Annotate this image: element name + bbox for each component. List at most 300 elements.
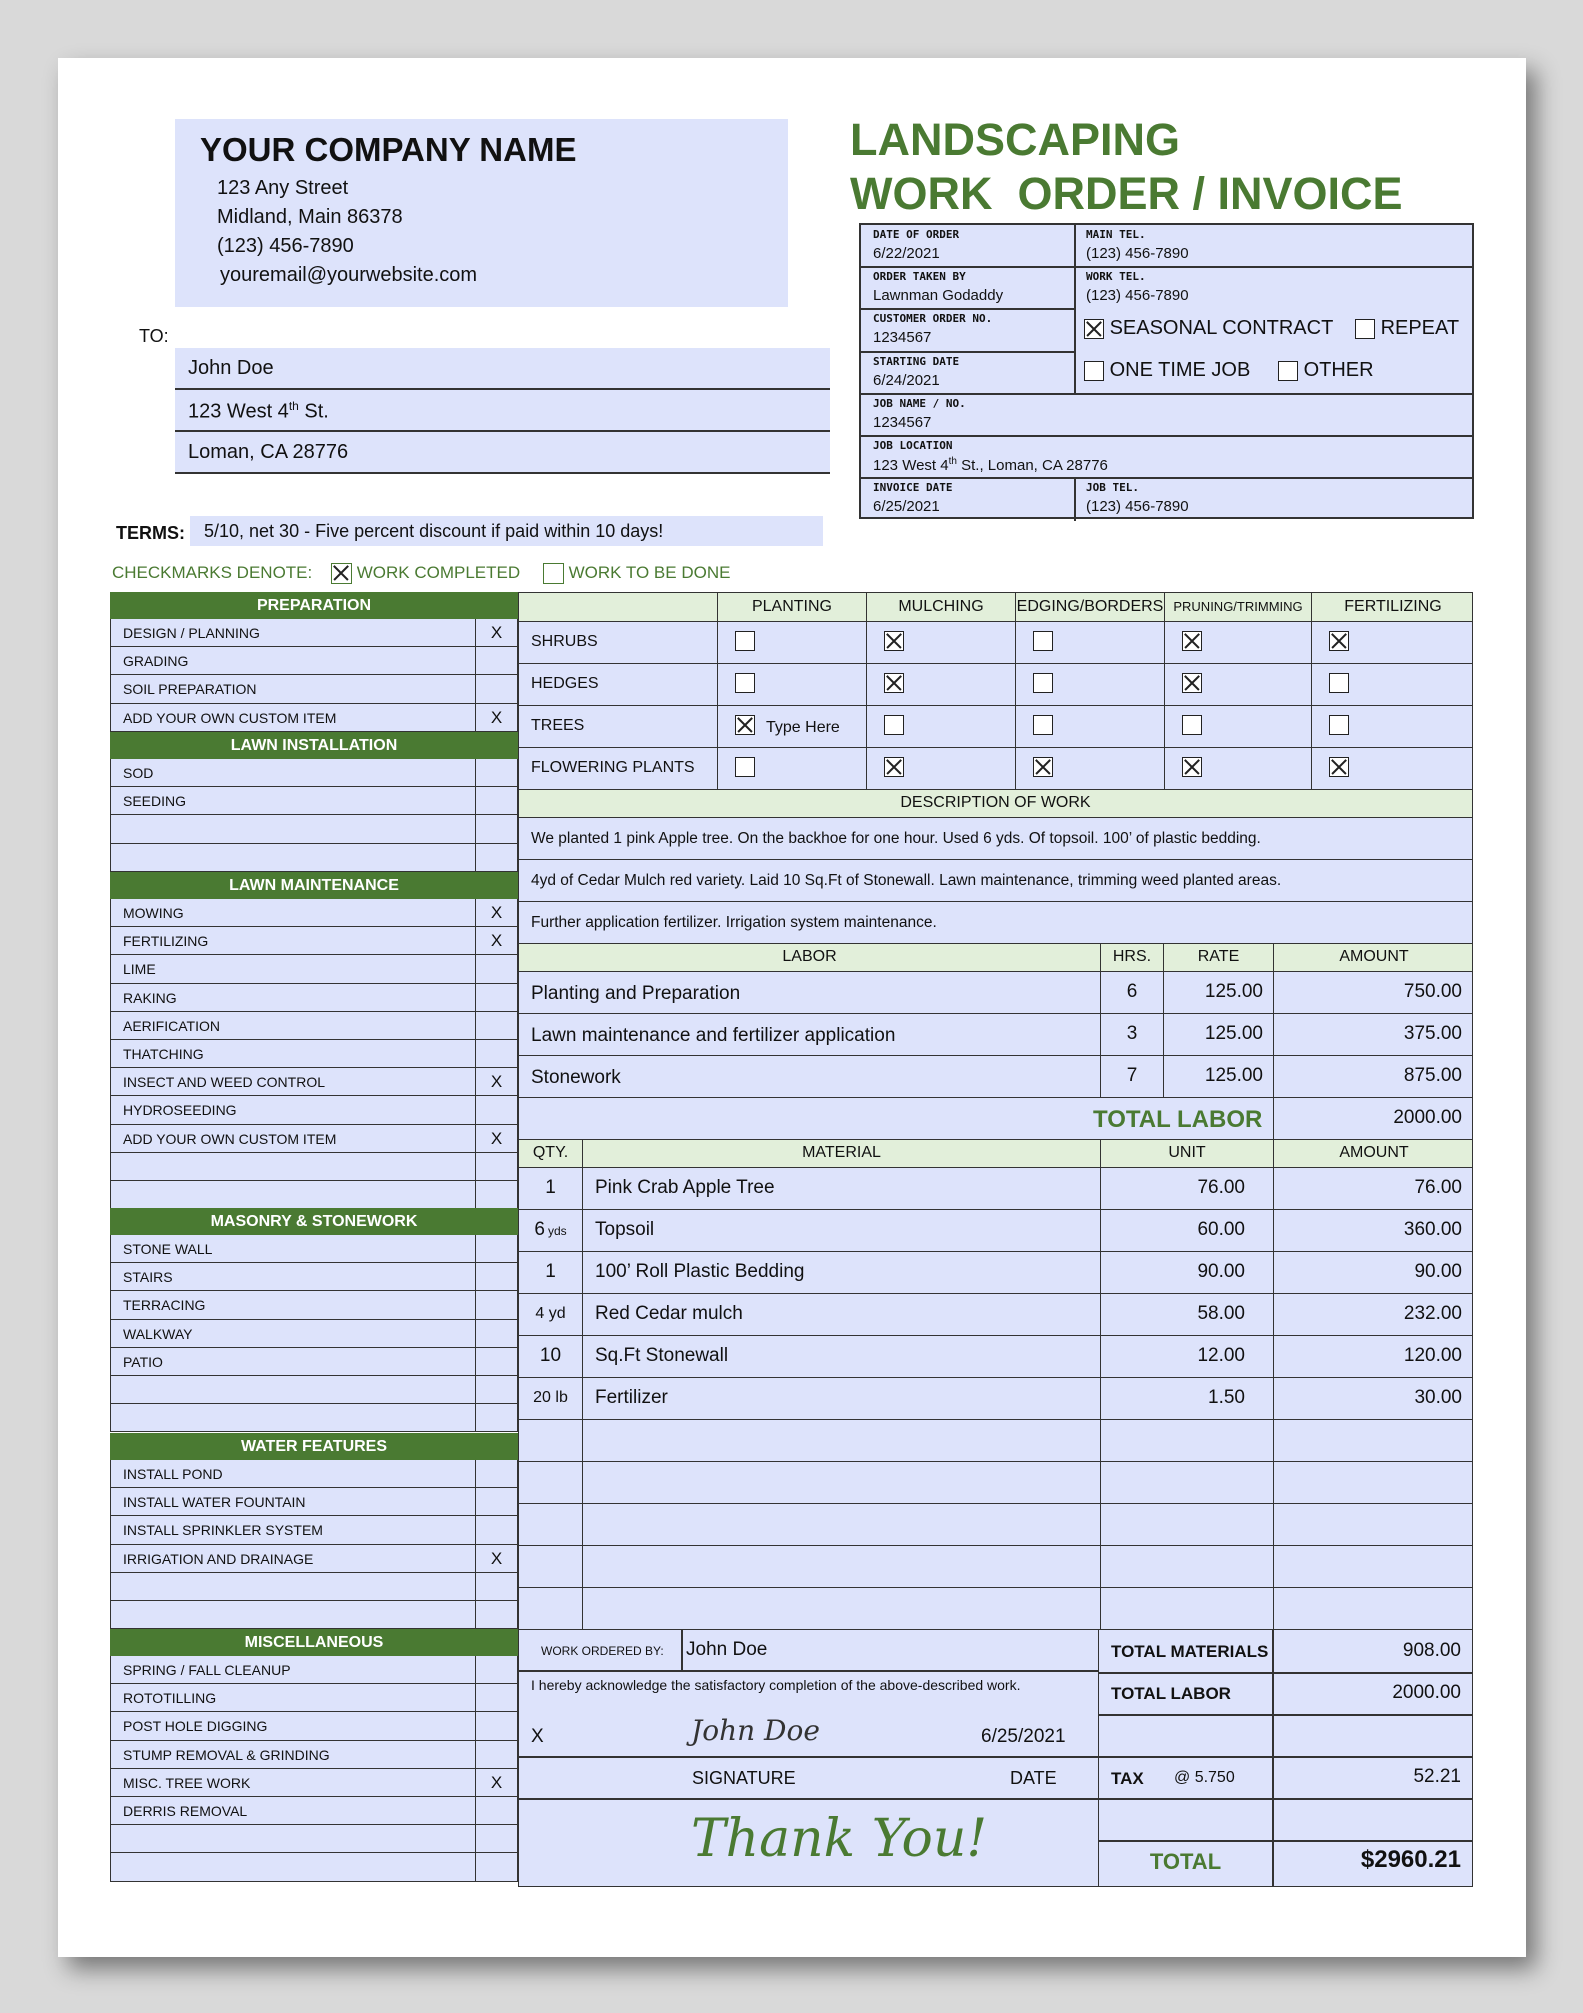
labor-row[interactable] xyxy=(518,1056,1473,1098)
material-amount: 232.00 xyxy=(1273,1294,1474,1335)
job-location-label: JOB LOCATION xyxy=(873,439,953,452)
task-row[interactable] xyxy=(110,1712,518,1740)
task-row[interactable] xyxy=(110,899,518,927)
task-mark[interactable]: X xyxy=(475,704,517,731)
plant-check-cell[interactable] xyxy=(1015,748,1164,789)
task-row[interactable] xyxy=(110,1460,518,1488)
other-label: OTHER xyxy=(1303,359,1374,381)
job-name-label: JOB NAME / NO. xyxy=(873,397,966,410)
ordered-by-label: WORK ORDERED BY: xyxy=(541,1644,664,1658)
task-mark[interactable]: X xyxy=(475,1068,517,1095)
task-mark[interactable]: X xyxy=(475,1125,517,1152)
section-header: MISCELLANEOUS xyxy=(110,1629,518,1656)
material-unit-price: 1.50 xyxy=(1100,1378,1273,1419)
material-qty-cell xyxy=(519,1378,582,1419)
plant-name: SHRUBS xyxy=(531,633,598,650)
task-label: STAIRS xyxy=(123,1269,173,1286)
job-name[interactable]: 1234567 xyxy=(873,414,932,431)
material-row[interactable] xyxy=(518,1336,1473,1378)
materials-col-header: QTY. xyxy=(532,1144,569,1161)
plant-check-cell[interactable] xyxy=(866,748,1015,789)
material-row[interactable] xyxy=(518,1420,1473,1462)
task-mark[interactable] xyxy=(475,984,517,1011)
checked-box-icon[interactable] xyxy=(1182,631,1202,651)
task-mark[interactable] xyxy=(475,787,517,814)
task-mark[interactable] xyxy=(475,1012,517,1039)
to-street: 123 West 4th St. xyxy=(188,399,329,423)
material-row[interactable] xyxy=(518,1210,1473,1252)
checked-box-icon[interactable] xyxy=(1033,757,1053,777)
legend-label: CHECKMARKS DENOTE: xyxy=(112,563,313,582)
task-mark[interactable] xyxy=(475,1096,517,1123)
description-line[interactable] xyxy=(518,902,1473,944)
material-qty-cell xyxy=(519,1462,582,1503)
description-line[interactable] xyxy=(518,860,1473,902)
task-row[interactable] xyxy=(110,1825,518,1853)
labor-hrs: 3 xyxy=(1100,1014,1163,1055)
start-date-label: STARTING DATE xyxy=(873,355,960,368)
order-date[interactable]: 6/22/2021 xyxy=(873,245,940,262)
terms-field[interactable] xyxy=(190,516,823,546)
repeat-option[interactable] xyxy=(1355,317,1459,340)
plant-note[interactable]: Type Here xyxy=(766,719,840,736)
task-row[interactable] xyxy=(110,1656,518,1684)
material-unit-price xyxy=(1100,1546,1273,1587)
order-info-box xyxy=(859,223,1474,519)
task-row[interactable] xyxy=(110,1263,518,1291)
material-unit-price xyxy=(1100,1504,1273,1545)
task-mark[interactable] xyxy=(475,1825,517,1852)
checked-box-icon[interactable] xyxy=(735,715,755,735)
task-row[interactable] xyxy=(110,1516,518,1544)
task-label: DERRIS REMOVAL xyxy=(123,1803,248,1819)
task-row[interactable] xyxy=(110,759,518,787)
empty-box-icon[interactable] xyxy=(735,757,755,777)
task-label: SPRING / FALL CLEANUP xyxy=(123,1662,291,1678)
grand-total-label: TOTAL xyxy=(1149,1849,1222,1874)
to-street-field[interactable] xyxy=(175,390,830,432)
plant-check-cell[interactable] xyxy=(1164,664,1311,705)
labor-rate: 125.00 xyxy=(1163,1056,1273,1097)
material-row[interactable] xyxy=(518,1252,1473,1294)
job-location[interactable]: 123 West 4th St., Loman, CA 28776 xyxy=(873,456,1108,474)
material-row[interactable] xyxy=(518,1462,1473,1504)
plant-col-header: FERTILIZING xyxy=(1311,593,1474,621)
company-block xyxy=(175,119,788,307)
description-line[interactable] xyxy=(518,818,1473,860)
job-tel-label: JOB TEL. xyxy=(1086,481,1139,494)
task-mark[interactable]: X xyxy=(475,899,517,926)
labor-amount: 375.00 xyxy=(1273,1014,1474,1055)
task-mark[interactable] xyxy=(475,1684,517,1711)
plant-check-cell[interactable] xyxy=(1311,622,1474,663)
material-qty: 4 yd xyxy=(535,1305,566,1322)
description-header: DESCRIPTION OF WORK xyxy=(518,790,1473,818)
task-mark[interactable] xyxy=(475,955,517,982)
seasonal-option[interactable] xyxy=(1084,317,1333,340)
material-desc: Red Cedar mulch xyxy=(582,1294,1100,1335)
task-row[interactable] xyxy=(110,844,518,872)
plant-col-header: EDGING/BORDERS xyxy=(1015,593,1164,621)
company-street: 123 Any Street xyxy=(217,177,349,199)
task-mark[interactable] xyxy=(475,1376,517,1403)
labor-header xyxy=(518,944,1473,972)
task-row[interactable] xyxy=(110,955,518,983)
plant-check-cell[interactable] xyxy=(1311,664,1474,705)
empty-box-icon[interactable] xyxy=(1033,715,1053,735)
invoice-page xyxy=(58,58,1526,1957)
empty-box-icon[interactable] xyxy=(1329,673,1349,693)
material-row[interactable] xyxy=(518,1378,1473,1420)
checked-box-icon[interactable] xyxy=(884,631,904,651)
material-unit-price: 58.00 xyxy=(1100,1294,1273,1335)
task-mark[interactable] xyxy=(475,844,517,871)
task-row[interactable] xyxy=(110,1545,518,1573)
task-row[interactable] xyxy=(110,1068,518,1096)
task-row[interactable] xyxy=(110,1404,518,1432)
signature-value[interactable]: John Doe xyxy=(691,1714,820,1747)
task-row[interactable] xyxy=(110,704,518,732)
plant-check-cell[interactable] xyxy=(866,664,1015,705)
task-mark[interactable] xyxy=(475,1741,517,1768)
material-row[interactable] xyxy=(518,1294,1473,1336)
empty-box-icon xyxy=(543,563,564,584)
task-mark[interactable] xyxy=(475,1853,517,1880)
signature-label: SIGNATURE xyxy=(692,1768,796,1788)
material-unit-price xyxy=(1100,1462,1273,1503)
plant-row xyxy=(518,706,1473,748)
material-unit-price: 76.00 xyxy=(1100,1168,1273,1209)
checked-box-icon[interactable] xyxy=(884,757,904,777)
company-city: Midland, Main 86378 xyxy=(217,206,403,228)
checked-box-icon xyxy=(331,563,352,584)
labor-desc: Lawn maintenance and fertilizer application xyxy=(531,1025,896,1046)
material-unit-price: 12.00 xyxy=(1100,1336,1273,1377)
doc-title-line1: LANDSCAPING xyxy=(850,114,1181,165)
labor-desc: Stonework xyxy=(531,1067,621,1088)
empty-box-icon[interactable] xyxy=(1033,673,1053,693)
task-label: MISC. TREE WORK xyxy=(123,1774,251,1791)
taken-by-label: ORDER TAKEN BY xyxy=(873,270,966,283)
material-unit-price xyxy=(1100,1588,1273,1629)
task-row[interactable] xyxy=(110,1235,518,1263)
plant-check-cell[interactable] xyxy=(717,664,866,705)
task-row[interactable] xyxy=(110,1573,518,1601)
material-qty-unit: yds xyxy=(547,1224,567,1238)
start-date[interactable]: 6/24/2021 xyxy=(873,372,940,389)
material-qty-cell xyxy=(519,1168,582,1209)
task-mark[interactable] xyxy=(475,759,517,786)
task-row[interactable] xyxy=(110,1040,518,1068)
totals-labor-label: TOTAL LABOR xyxy=(1111,1684,1231,1703)
plant-check-cell[interactable] xyxy=(1164,706,1311,747)
material-desc: Pink Crab Apple Tree xyxy=(582,1168,1100,1209)
plant-check-cell[interactable] xyxy=(1015,664,1164,705)
task-mark[interactable] xyxy=(475,1488,517,1515)
task-row[interactable] xyxy=(110,1769,518,1797)
task-label: SOIL PREPARATION xyxy=(123,681,257,698)
task-mark[interactable]: X xyxy=(475,927,517,954)
plant-check-cell[interactable] xyxy=(717,706,866,747)
plant-col-header: PLANTING xyxy=(717,593,866,621)
empty-box-icon[interactable] xyxy=(1033,631,1053,651)
empty-box-icon xyxy=(1084,361,1104,381)
task-mark[interactable] xyxy=(475,1348,517,1375)
plant-check-cell[interactable] xyxy=(1164,748,1311,789)
task-row[interactable] xyxy=(110,1291,518,1319)
seasonal-label: SEASONAL CONTRACT xyxy=(1109,317,1334,339)
materials-header xyxy=(518,1140,1473,1168)
task-mark[interactable] xyxy=(475,1712,517,1739)
plant-check-cell[interactable] xyxy=(866,622,1015,663)
labor-row[interactable] xyxy=(518,1014,1473,1056)
task-mark[interactable] xyxy=(475,1460,517,1487)
material-desc xyxy=(582,1588,1100,1629)
empty-box-icon[interactable] xyxy=(735,631,755,651)
to-label: TO: xyxy=(139,326,169,346)
to-name-field[interactable] xyxy=(175,348,830,390)
plant-check-cell[interactable] xyxy=(1015,706,1164,747)
task-label: INSTALL SPRINKLER SYSTEM xyxy=(123,1522,323,1539)
task-label: PATIO xyxy=(123,1353,163,1370)
checked-box-icon[interactable] xyxy=(1329,757,1349,777)
checkmark-legend xyxy=(112,563,730,584)
terms-label: TERMS: xyxy=(116,523,185,543)
labor-col-header: HRS. xyxy=(1100,944,1163,971)
task-mark[interactable]: X xyxy=(475,619,517,646)
to-city: Loman, CA 28776 xyxy=(188,441,349,463)
material-amount xyxy=(1273,1588,1474,1629)
task-row[interactable] xyxy=(110,1348,518,1376)
empty-box-icon[interactable] xyxy=(735,673,755,693)
total-labor-label: TOTAL LABOR xyxy=(1093,1106,1263,1133)
task-label: STONE WALL xyxy=(123,1241,213,1257)
checked-box-icon xyxy=(1084,319,1104,339)
task-mark[interactable] xyxy=(475,1235,517,1262)
empty-box-icon[interactable] xyxy=(1329,715,1349,735)
labor-row[interactable] xyxy=(518,972,1473,1014)
signature-block xyxy=(518,1630,1099,1887)
plant-check-cell[interactable] xyxy=(1311,706,1474,747)
material-row[interactable] xyxy=(518,1546,1473,1588)
task-mark[interactable] xyxy=(475,1320,517,1347)
material-amount: 76.00 xyxy=(1273,1168,1474,1209)
customer-order[interactable]: 1234567 xyxy=(873,329,932,346)
material-desc: Sq.Ft Stonewall xyxy=(582,1336,1100,1377)
empty-box-icon[interactable] xyxy=(884,715,904,735)
material-desc xyxy=(582,1546,1100,1587)
material-desc xyxy=(582,1462,1100,1503)
material-amount xyxy=(1273,1462,1474,1503)
material-row[interactable] xyxy=(518,1588,1473,1630)
total-materials-value: 908.00 xyxy=(1402,1640,1461,1661)
task-mark[interactable] xyxy=(475,675,517,702)
task-row[interactable] xyxy=(110,619,518,647)
empty-box-icon xyxy=(1278,361,1298,381)
plant-row xyxy=(518,664,1473,706)
labor-amount: 875.00 xyxy=(1273,1056,1474,1097)
tax-label: TAX xyxy=(1111,1769,1144,1788)
task-mark[interactable] xyxy=(475,1263,517,1290)
material-desc: 100’ Roll Plastic Bedding xyxy=(582,1252,1100,1293)
material-qty-cell xyxy=(519,1504,582,1545)
task-mark[interactable] xyxy=(475,1601,517,1628)
material-amount: 360.00 xyxy=(1273,1210,1474,1251)
plant-name: HEDGES xyxy=(531,675,599,692)
materials-col-header: AMOUNT xyxy=(1273,1140,1474,1167)
customer-order-label: CUSTOMER ORDER NO. xyxy=(873,312,993,325)
task-mark[interactable] xyxy=(475,1040,517,1067)
task-label: INSTALL POND xyxy=(123,1466,223,1482)
checked-box-icon[interactable] xyxy=(1182,757,1202,777)
task-label: IRRIGATION AND DRAINAGE xyxy=(123,1550,314,1567)
terms-value: 5/10, net 30 - Five percent discount if paid within 10 days! xyxy=(204,521,664,541)
description-text: 4yd of Cedar Mulch red variety. Laid 10 Sq.Ft of Stonewall. Lawn maintenance, trimming weed planted areas. xyxy=(531,872,1282,889)
task-label: LIME xyxy=(123,961,156,978)
work-tel[interactable]: (123) 456-7890 xyxy=(1086,287,1189,304)
material-unit-price: 90.00 xyxy=(1100,1252,1273,1293)
signature-date[interactable]: 6/25/2021 xyxy=(981,1726,1066,1747)
task-row[interactable] xyxy=(110,647,518,675)
checked-box-icon[interactable] xyxy=(1329,631,1349,651)
task-mark[interactable] xyxy=(475,1404,517,1431)
task-row[interactable] xyxy=(110,675,518,703)
section-header: PREPARATION xyxy=(110,592,518,619)
task-mark[interactable] xyxy=(475,1573,517,1600)
checked-box-icon[interactable] xyxy=(1182,673,1202,693)
ordered-by-value[interactable]: John Doe xyxy=(686,1639,768,1660)
task-row[interactable] xyxy=(110,1376,518,1404)
section-header: LAWN INSTALLATION xyxy=(110,732,518,759)
one-time-option[interactable] xyxy=(1084,359,1250,382)
labor-col-header: RATE xyxy=(1163,944,1273,971)
task-row[interactable] xyxy=(110,1125,518,1153)
material-unit-price: 60.00 xyxy=(1100,1210,1273,1251)
labor-desc: Planting and Preparation xyxy=(531,983,741,1004)
task-mark[interactable] xyxy=(475,1797,517,1824)
labor-rate: 125.00 xyxy=(1163,1014,1273,1055)
task-row[interactable] xyxy=(110,1797,518,1825)
empty-box-icon xyxy=(1355,319,1375,339)
task-mark[interactable] xyxy=(475,1656,517,1683)
empty-box-icon[interactable] xyxy=(1182,715,1202,735)
tax-rate[interactable]: @ 5.750 xyxy=(1174,1769,1235,1786)
total-labor-row xyxy=(518,1098,1473,1140)
task-row[interactable] xyxy=(110,787,518,815)
material-desc: Fertilizer xyxy=(582,1378,1100,1419)
plant-check-cell[interactable] xyxy=(717,622,866,663)
checked-box-icon[interactable] xyxy=(884,673,904,693)
task-label: SEEDING xyxy=(123,793,187,810)
task-row[interactable] xyxy=(110,1853,518,1881)
task-mark[interactable]: X xyxy=(475,1769,517,1796)
task-row[interactable] xyxy=(110,1181,518,1209)
material-row[interactable] xyxy=(518,1504,1473,1546)
plant-row xyxy=(518,622,1473,664)
tax-value: 52.21 xyxy=(1413,1766,1461,1787)
material-row[interactable] xyxy=(518,1168,1473,1210)
task-row[interactable] xyxy=(110,1012,518,1040)
task-mark[interactable]: X xyxy=(475,1545,517,1572)
plant-check-cell[interactable] xyxy=(1164,622,1311,663)
material-amount xyxy=(1273,1546,1474,1587)
task-row[interactable] xyxy=(110,927,518,955)
section-header: WATER FEATURES xyxy=(110,1433,518,1460)
task-row[interactable] xyxy=(110,1320,518,1348)
invoice-date-label: INVOICE DATE xyxy=(873,481,953,494)
materials-col-header: MATERIAL xyxy=(582,1140,1100,1167)
task-mark[interactable] xyxy=(475,647,517,674)
plant-check-cell[interactable] xyxy=(1015,622,1164,663)
task-label: FERTILIZING xyxy=(123,933,209,950)
labor-hrs: 6 xyxy=(1100,972,1163,1013)
task-label: THATCHING xyxy=(123,1046,204,1062)
to-city-field[interactable] xyxy=(175,432,830,474)
main-tel[interactable]: (123) 456-7890 xyxy=(1086,245,1189,262)
task-mark[interactable] xyxy=(475,1516,517,1543)
order-date-label: DATE OF ORDER xyxy=(873,228,960,241)
task-label: MOWING xyxy=(123,905,184,921)
work-grid xyxy=(518,592,1473,1892)
plant-name: FLOWERING PLANTS xyxy=(531,759,695,776)
material-qty: 10 xyxy=(539,1345,562,1366)
task-mark[interactable] xyxy=(475,1181,517,1208)
task-label: GRADING xyxy=(123,653,189,670)
task-label: ADD YOUR OWN CUSTOM ITEM xyxy=(123,1130,337,1147)
work-tel-label: WORK TEL. xyxy=(1086,270,1146,283)
task-row[interactable] xyxy=(110,984,518,1012)
plant-col-header: PRUNING/TRIMMING xyxy=(1164,593,1311,621)
task-mark[interactable] xyxy=(475,1291,517,1318)
to-name: John Doe xyxy=(188,357,274,379)
material-qty-cell xyxy=(519,1252,582,1293)
task-row[interactable] xyxy=(110,815,518,843)
job-tel[interactable]: (123) 456-7890 xyxy=(1086,498,1189,515)
task-row[interactable] xyxy=(110,1684,518,1712)
other-option[interactable] xyxy=(1278,359,1374,382)
task-row[interactable] xyxy=(110,1488,518,1516)
material-qty: 20 lb xyxy=(533,1389,568,1406)
taken-by[interactable]: Lawnman Godaddy xyxy=(873,287,1004,304)
labor-col-header: AMOUNT xyxy=(1273,944,1474,971)
task-row[interactable] xyxy=(110,1741,518,1769)
task-row[interactable] xyxy=(110,1153,518,1181)
legend-completed: WORK COMPLETED xyxy=(356,563,521,582)
company-name: YOUR COMPANY NAME xyxy=(200,131,577,168)
invoice-date[interactable]: 6/25/2021 xyxy=(873,498,940,515)
section-header: LAWN MAINTENANCE xyxy=(110,872,518,899)
task-mark[interactable] xyxy=(475,1153,517,1180)
totals-block xyxy=(1099,1630,1473,1887)
description-text: Further application fertilizer. Irrigation system maintenance. xyxy=(531,914,937,931)
task-label: INSECT AND WEED CONTROL xyxy=(123,1074,325,1091)
material-qty: 6 xyxy=(534,1219,545,1240)
material-desc xyxy=(582,1504,1100,1545)
plant-check-cell[interactable] xyxy=(866,706,1015,747)
plant-check-cell[interactable] xyxy=(717,748,866,789)
task-row[interactable] xyxy=(110,1096,518,1124)
labor-amount: 750.00 xyxy=(1273,972,1474,1013)
task-row[interactable] xyxy=(110,1601,518,1629)
material-desc xyxy=(582,1420,1100,1461)
description-text: We planted 1 pink Apple tree. On the backhoe for one hour. Used 6 yds. Of topsoil. 100’ of plastic bedding. xyxy=(531,830,1261,847)
task-label: RAKING xyxy=(123,989,177,1006)
total-materials-label: TOTAL MATERIALS xyxy=(1111,1642,1269,1661)
plant-check-cell[interactable] xyxy=(1311,748,1474,789)
task-label: ROTOTILLING xyxy=(123,1690,217,1707)
task-mark[interactable] xyxy=(475,815,517,842)
totals-labor-value: 2000.00 xyxy=(1392,1682,1461,1703)
